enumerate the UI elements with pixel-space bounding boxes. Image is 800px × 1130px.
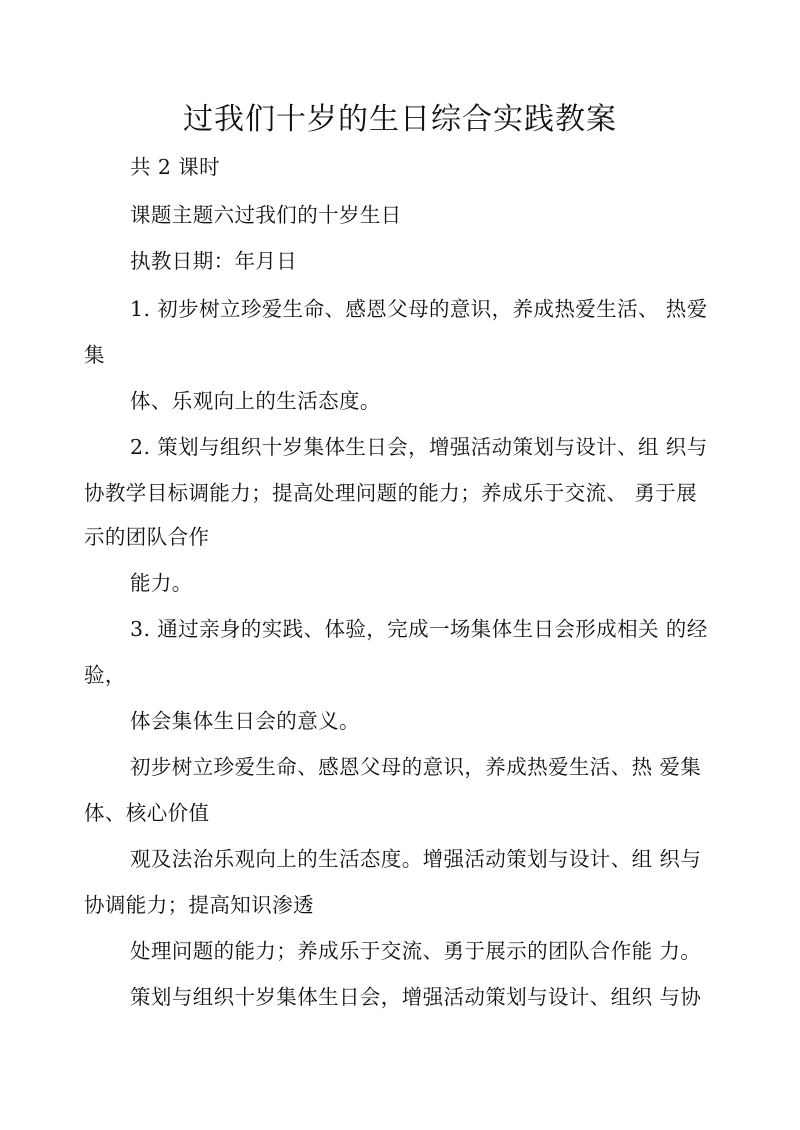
paragraph-line-4: 协调能力；提高知识渗透 xyxy=(84,893,314,917)
paragraph-line-6: 策划与组织十岁集体生日会，增强活动策划与设计、组织 与协 xyxy=(130,985,702,1009)
lesson-topic-line: 课题主题六过我们的十岁生日 xyxy=(130,203,402,227)
class-hours-line: 共 2 课时 xyxy=(130,155,220,179)
paragraph-line-5: 处理问题的能力；养成乐于交流、勇于展示的团队合作能 力。 xyxy=(130,939,702,963)
objective-1-line-3: 体、乐观向上的生活态度。 xyxy=(130,389,381,413)
paragraph-line-1: 初步树立珍爱生命、感恩父母的意识，养成热爱生活、热 爱集 xyxy=(130,755,702,779)
objective-3-line-1: 3. 通过亲身的实践、体验，完成一场集体生日会形成相关 的经 xyxy=(130,617,708,641)
objective-3-line-3: 体会集体生日会的意义。 xyxy=(130,709,360,733)
objective-1-line-2: 集 xyxy=(84,343,105,367)
objective-2-line-2: 协教学目标调能力；提高处理问题的能力；养成乐于交流、 勇于展 xyxy=(84,481,698,505)
objective-2-line-3: 示的团队合作 xyxy=(84,525,210,549)
paragraph-line-3: 观及法治乐观向上的生活态度。增强活动策划与设计、组 织与 xyxy=(130,847,702,871)
objective-2-line-1: 2. 策划与组织十岁集体生日会，增强活动策划与设计、组 织与 xyxy=(130,435,708,459)
objective-3-line-2: 验， xyxy=(84,663,126,687)
objective-2-line-4: 能力。 xyxy=(130,571,193,595)
paragraph-line-2: 体、核心价值 xyxy=(84,801,210,825)
objective-1-line-1: 1. 初步树立珍爱生命、感恩父母的意识，养成热爱生活、 热爱 xyxy=(130,297,708,321)
teaching-date-line: 执教日期：年月日 xyxy=(130,249,298,273)
document-title: 过我们十岁的生日综合实践教案 xyxy=(183,102,617,137)
